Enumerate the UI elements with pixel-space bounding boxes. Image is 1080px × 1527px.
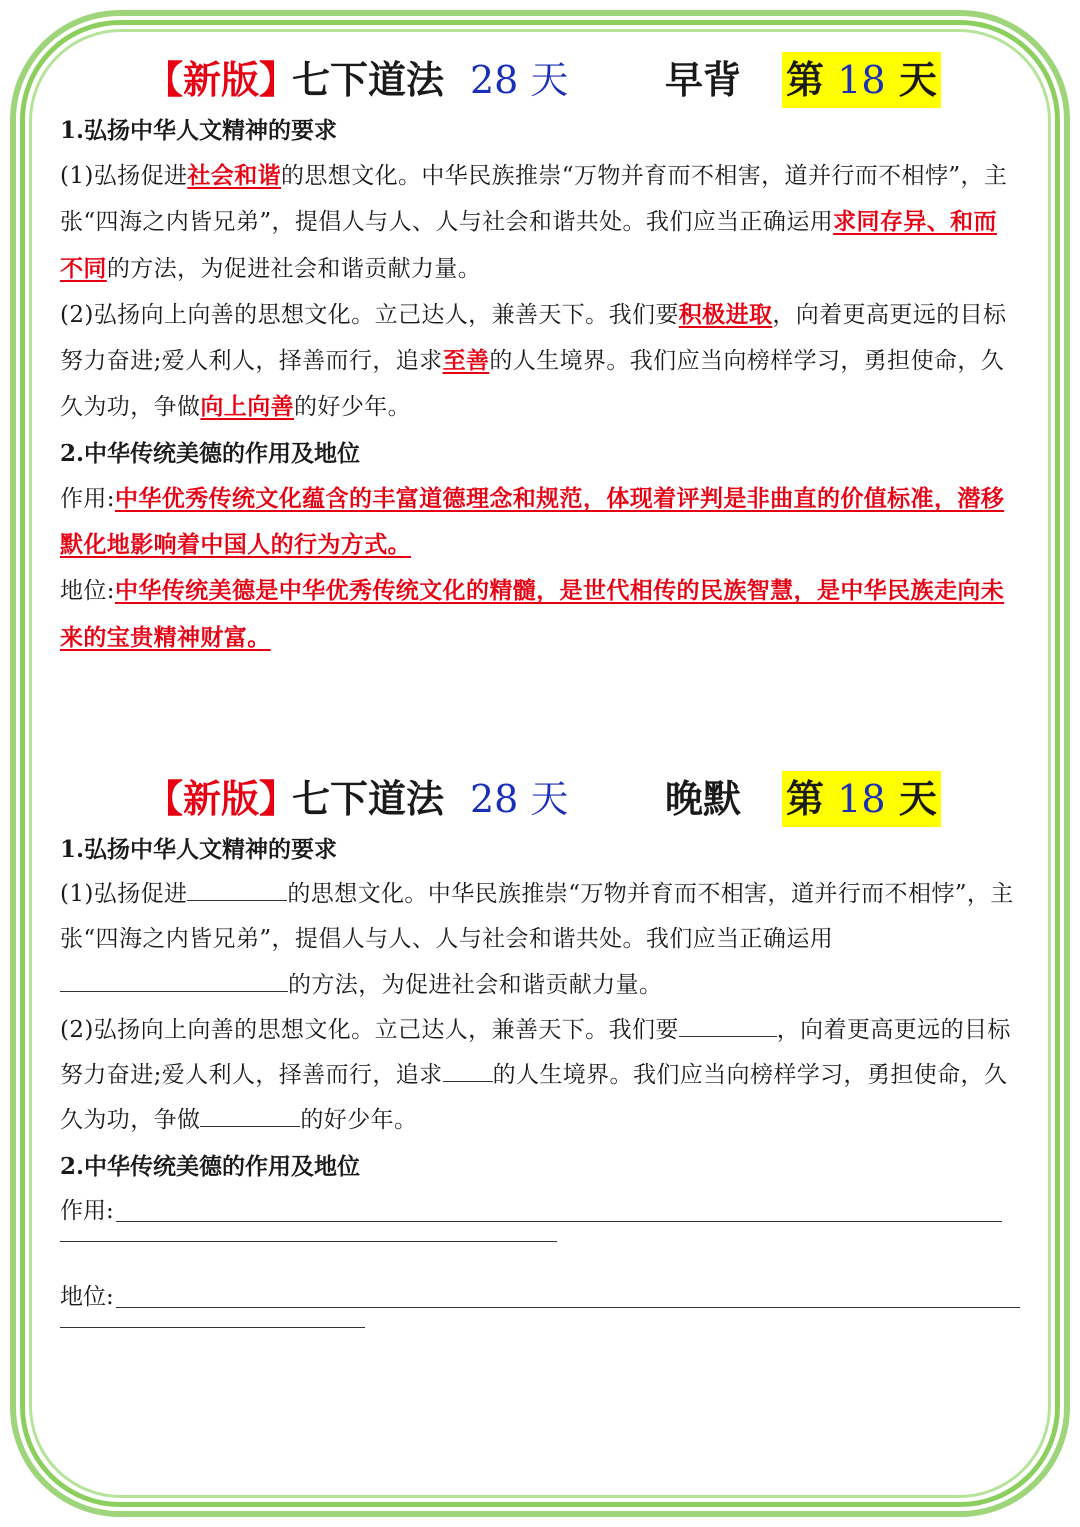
status-label: 地位: bbox=[60, 578, 115, 605]
fill-blank[interactable] bbox=[60, 965, 288, 991]
fill-line[interactable] bbox=[116, 1279, 1020, 1308]
fill-line[interactable] bbox=[116, 1193, 1002, 1222]
text: 的方法，为促进社会和谐贡献力量。 bbox=[288, 971, 663, 998]
fill-blank[interactable] bbox=[200, 1101, 300, 1127]
text: (1)弘扬促进 bbox=[60, 163, 188, 189]
text: 的思想文化。中华民族推崇“万物并育而不相害，道并行而不相悖”，主张“四海之内皆兄弟”，提倡人与人、人与社会和谐共处。我们应当正确运用 bbox=[60, 880, 1014, 953]
text: 的好少年。 bbox=[300, 1107, 418, 1134]
day-badge bbox=[782, 771, 941, 827]
page-content bbox=[60, 52, 1020, 1328]
answer: 至善 bbox=[442, 347, 490, 375]
fill-blank[interactable] bbox=[443, 1056, 493, 1082]
day-badge bbox=[782, 52, 941, 108]
fill-blank[interactable] bbox=[679, 1011, 777, 1037]
status-row bbox=[60, 1275, 1020, 1320]
title-subject: 七下道法 bbox=[292, 775, 445, 821]
heading-2: 2.中华传统美德的作用及地位 bbox=[60, 1152, 361, 1180]
text: ，向着更高更远的目标努力奋进;爱人利人，择善而行，追求 bbox=[60, 1016, 1011, 1089]
answer: 积极进取 bbox=[678, 300, 773, 328]
paragraph-1 bbox=[60, 872, 1020, 1008]
evening-section bbox=[60, 771, 1020, 1328]
day-number: 18 bbox=[837, 776, 886, 821]
role-answer: 中华优秀传统文化蕴含的丰富道德理念和规范，体现着评判是非曲直的价值标准，潜移默化地影响着中国人的行为方式。 bbox=[60, 484, 1005, 559]
day-pre: 第 bbox=[786, 57, 825, 102]
heading-1: 1.弘扬中华人文精神的要求 bbox=[60, 835, 338, 863]
answer: 求同存异、和而不同 bbox=[60, 208, 997, 282]
status-label: 地位: bbox=[60, 1284, 114, 1311]
title-new-tag: 【新版】 bbox=[145, 57, 298, 102]
paragraph-2 bbox=[60, 292, 1020, 431]
fill-line[interactable] bbox=[60, 1326, 365, 1328]
paragraph-1 bbox=[60, 153, 1020, 292]
text: 的方法，为促进社会和谐贡献力量。 bbox=[106, 255, 482, 282]
day-number: 18 bbox=[837, 58, 886, 102]
fill-blank[interactable] bbox=[187, 875, 287, 901]
heading-1: 1.弘扬中华人文精神的要求 bbox=[60, 117, 338, 144]
text: 的人生境界。我们应当向榜样学习，勇担使命，久久为功，争做 bbox=[60, 1062, 1008, 1134]
morning-section bbox=[60, 52, 1020, 661]
role-label: 作用: bbox=[60, 485, 115, 512]
text: (2)弘扬向上向善的思想文化。立己达人，兼善天下。我们要 bbox=[60, 301, 679, 328]
answer: 向上向善 bbox=[200, 393, 295, 421]
text: (2)弘扬向上向善的思想文化。立己达人，兼善天下。我们要 bbox=[60, 1016, 679, 1043]
title-days: 28 天 bbox=[470, 58, 569, 102]
evening-title bbox=[60, 771, 1020, 827]
status-paragraph bbox=[60, 568, 1020, 661]
title-days: 28 天 bbox=[470, 776, 569, 821]
title-mode: 早背 bbox=[665, 57, 742, 102]
role-label: 作用: bbox=[60, 1197, 114, 1224]
text: 的好少年。 bbox=[294, 394, 412, 421]
title-new-tag: 【新版】 bbox=[145, 775, 298, 821]
text: 的人生境界。我们应当向榜样学习，勇担使命，久久为功，争做 bbox=[60, 348, 1005, 421]
text: 的思想文化。中华民族推崇“万物并育而不相害，道并行而不相悖”，主张“四海之内皆兄弟”，提倡人与人、人与社会和谐共处。我们应当正确运用 bbox=[60, 163, 1008, 236]
day-pre: 第 bbox=[786, 775, 825, 821]
day-post: 天 bbox=[898, 775, 937, 821]
text: ，向着更高更远的目标努力奋进;爱人利人，择善而行，追求 bbox=[60, 301, 1007, 375]
title-mode: 晚默 bbox=[665, 775, 742, 821]
heading-2: 2.中华传统美德的作用及地位 bbox=[60, 439, 361, 467]
role-paragraph bbox=[60, 476, 1020, 569]
text: (1)弘扬促进 bbox=[60, 880, 188, 907]
morning-title bbox=[60, 52, 1020, 108]
answer: 社会和谐 bbox=[187, 162, 281, 189]
role-row bbox=[60, 1189, 1020, 1234]
fill-line[interactable] bbox=[60, 1240, 557, 1242]
status-answer: 中华传统美德是中华优秀传统文化的精髓，是世代相传的民族智慧，是中华民族走向未来的宝贵精神财富。 bbox=[60, 577, 1005, 651]
paragraph-2 bbox=[60, 1008, 1020, 1144]
title-subject: 七下道法 bbox=[292, 57, 445, 102]
day-post: 天 bbox=[898, 57, 937, 102]
